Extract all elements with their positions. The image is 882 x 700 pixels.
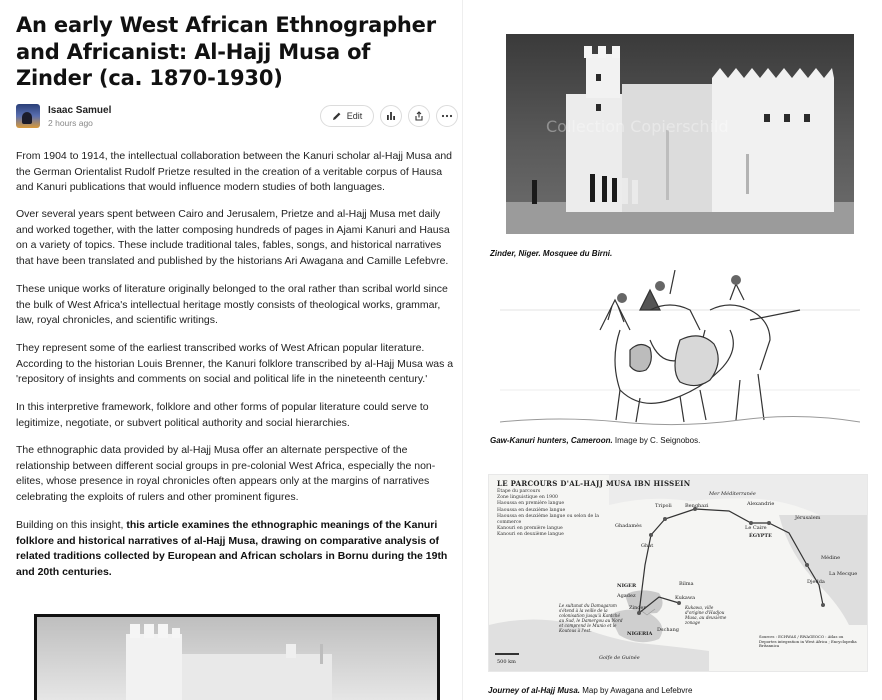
figure-caption-1 xyxy=(490,249,612,258)
edit-label: Edit xyxy=(346,111,363,121)
map-label: NIGERIA xyxy=(627,631,653,637)
map-label: Benghazi xyxy=(685,503,709,509)
map-label: Le Caire xyxy=(745,525,767,531)
mosque-photo-art xyxy=(506,34,854,234)
post-time: 2 hours ago xyxy=(48,118,93,128)
figure-caption-3 xyxy=(488,686,692,695)
hunters-illustration xyxy=(500,270,860,430)
avatar[interactable] xyxy=(16,104,40,128)
journey-map xyxy=(488,474,868,672)
paragraph-3: These unique works of literature originally belonged to the oral rather than scribal world since the bulk of West Africa's intellectual heritage mostly consists of theological works, grammar, law, royal chronicles, and scientific writings. xyxy=(16,283,448,326)
legend-item: Haoussa en deuxième langue ou selon de la commerce xyxy=(497,513,599,526)
hunters-sketch-art xyxy=(500,270,860,430)
paragraph-7-bold: this article examines the ethnographic meanings of the Kanuri folklore and historical narratives of al-Hajj Musa, drawing on comparative analysis of related traditions collected by European and African scholars in Bornu during the 19th and 20th centuries. xyxy=(16,519,448,578)
legend-item: Zone linguistique en 1900 xyxy=(497,495,558,501)
bar-chart-icon xyxy=(386,111,396,121)
map-label: Ghadamès xyxy=(615,523,642,529)
legend-item: Haoussa en première langue xyxy=(497,501,565,507)
legend-item: Kanouri en deuxième langue xyxy=(497,532,564,538)
mosque-photo xyxy=(506,34,854,234)
photo-watermark: Collection Copierschild xyxy=(546,117,729,136)
article-title: An early West African Ethnographer and Africanist: Al-Hajj Musa of Zinder (ca. 1870-1930) xyxy=(16,13,436,90)
caption-3-rest: Map by Awagana and Lefebvre xyxy=(580,686,693,695)
map-label: Djedda xyxy=(807,579,825,585)
map-note-bornu: Kukawa, ville d'origine d'Hadjou Musa, au deuxième zonage xyxy=(685,605,727,625)
map-source: Sources : ECHWAS / RWAGEOCO : Atlas ou Deportes integration in West Africa ; Encyclopedia Britannica xyxy=(759,634,857,649)
share-button[interactable] xyxy=(408,105,430,127)
edit-button[interactable] xyxy=(320,105,374,127)
map-note: Le sultanat du Damagaram s'étend à la veille de la colonisation jusqu'à Kantché au Sud, le Damergou au Nord et comprend le Munio et le Koutous à l'est. xyxy=(559,603,623,633)
caption-2-title: Gaw-Kanuri hunters, Cameroon. xyxy=(490,436,613,445)
map-label: Zinder xyxy=(629,605,646,611)
paragraph-4: They represent some of the earliest transcribed works of West African popular literature. According to the historian Louis Brenner, the Kanuri folklore transcribed by al-Hajj Musa was a 'repository of insights and comments on social and political life in the nineteenth century.' xyxy=(16,342,454,385)
figure-caption-2 xyxy=(490,436,700,445)
caption-2-rest: Image by C. Seignobos. xyxy=(612,436,701,445)
map-label: Dschang xyxy=(657,627,679,633)
paragraph-6: The ethnographic data provided by al-Hajj Musa offer an alternate perspective of the relationship between different social groups in pre-colonial West Africa, especially the non-elites, whose presence in royal chronicles often appears only at the margins of narratives celebrating the exploits of rulers and other prominent figures. xyxy=(16,444,436,503)
paragraph-7-lead: Building on this insight, xyxy=(16,519,127,531)
map-label: Jérusalem xyxy=(795,515,821,521)
author-bar xyxy=(16,104,456,132)
legend-item: Étape du parcours xyxy=(497,489,541,494)
paragraph-2: Over several years spent between Cairo and Jerusalem, Prietze and al-Hajj Musa met daily and worked together, with the latter composing hundreds of pages in Ajami Kanuri and Hausa on a variety of topics. These include traditional tales, fables, songs, and historical narratives that have been translated and published by the historians Ari Awagana and Camille Lefebvre. xyxy=(16,208,450,267)
map-label: NIGER xyxy=(617,583,637,589)
map-label: Alexandrie xyxy=(747,501,775,507)
pencil-icon xyxy=(332,111,342,121)
map-label: Golfe de Guinée xyxy=(599,655,640,661)
map-label: Ghat xyxy=(641,543,654,549)
map-label: Médine xyxy=(821,555,841,561)
map-legend xyxy=(497,489,607,539)
paragraph-5: In this interpretive framework, folklore and other forms of popular literature could serve to legitimize, negotiate, or subvert political authority and social hierarchies. xyxy=(16,401,429,429)
share-icon xyxy=(414,111,424,121)
map-title: LE PARCOURS D'AL-HAJJ MUSA IBN HISSEIN xyxy=(497,479,691,488)
map-label: Bilma xyxy=(679,581,694,587)
mosque-photo-art xyxy=(34,614,440,700)
caption-1-title: Zinder, Niger. Mosquee du Birni. xyxy=(490,249,613,258)
more-icon xyxy=(441,114,453,118)
map-label: Tripoli xyxy=(655,503,672,509)
stats-button[interactable] xyxy=(380,105,402,127)
map-label: ÉGYPTE xyxy=(749,533,772,539)
more-button[interactable] xyxy=(436,105,458,127)
caption-3-title: Journey of al-Hajj Musa. xyxy=(488,686,581,695)
map-label: Mer Méditerranée xyxy=(709,491,756,497)
map-label: La Mecque xyxy=(829,571,858,577)
map-label: Kukawa xyxy=(675,595,696,601)
legend-item: Haoussa en deuxième langue xyxy=(497,507,566,513)
paragraph-1: From 1904 to 1914, the intellectual collaboration between the Kanuri scholar al-Hajj Musa and the German Orientalist Rudolf Prietze resulted in the creation of a veritable corpus of Hausa and Kanuri publications that would influence modern studies of both languages. xyxy=(16,150,453,193)
paragraph-7 xyxy=(16,518,456,580)
mosque-photo-bottom xyxy=(34,614,440,700)
author-name[interactable]: Isaac Samuel xyxy=(48,105,112,116)
map-label: Agadez xyxy=(617,593,636,599)
legend-item: Kanouri en première langue xyxy=(497,526,563,532)
map-scale: 500 km xyxy=(497,659,516,665)
